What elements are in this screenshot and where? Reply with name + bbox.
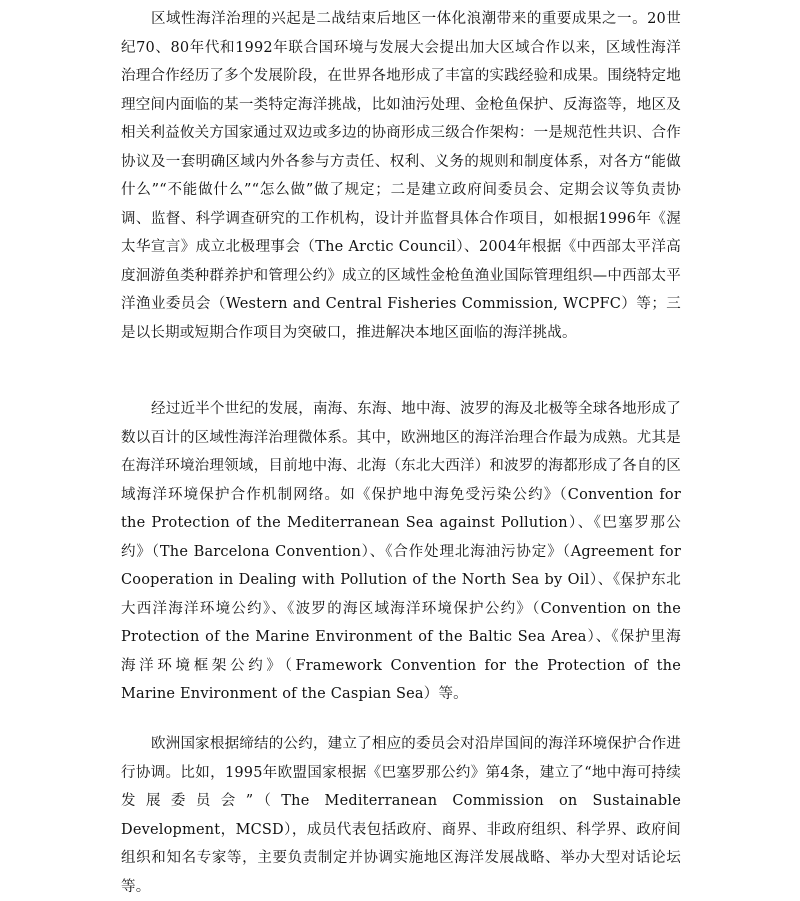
body-paragraph-1: 区域性海洋治理的兴起是二战结束后地区一体化浪潮带来的重要成果之一。20世纪70、80年代和1992年联合国环境与发展大会提出加大区域合作以来，区域性海洋治理合作经历了多个发展阶段，在世界各地形成了丰富的实践经验和成果。围绕特定地理空间内面临的某一类特定海洋挑战，比如油污处理、金枪鱼保护、反海盗等，地区及相关利益攸关方国家通过双边或多边的协商形成三级合作架构：一是规范性共识、合作协议及一套明确区域内外各参与方责任、权利、义务的规则和制度体系，对各方“能做什么”“不能做什么”“怎么做”做了规定；二是建立政府间委员会、定期会议等负责协调、监督、科学调查研究的工作机构，设计并监督具体合作项目，如根据1996年《渥太华宣言》成立北极理事会（The Arctic Council）、2004年根据《中西部太平洋高度洄游鱼类种群养护和管理公约》成立的区域性金枪鱼渔业国际管理组织—中西部太平洋渔业委员会（Western and Central Fisheries Commission, WCPFC）等；三是以长期或短期合作项目为突破口，推进解决本地区面临的海洋挑战。 [121,11,681,341]
body-paragraph-3: 欧洲国家根据缔结的公约，建立了相应的委员会对沿岸国间的海洋环境保护合作进行协调。比如，1995年欧盟国家根据《巴塞罗那公约》第4条，建立了“地中海可持续发展委员会”（The Mediterranean Commission on Sustainable Development，MCSD），成员代表包括政府、商界、非政府组织、科学界、政府间组织和知名专家等，主要负责制定并协调实施地区海洋发展战略、举办大型对话论坛等。 [121,736,681,895]
body-paragraph-2: 经过近半个世纪的发展，南海、东海、地中海、波罗的海及北极等全球各地形成了数以百计的区域性海洋治理微体系。其中，欧洲地区的海洋治理合作最为成熟。尤其是在海洋环境治理领域，目前地中海、北海（东北大西洋）和波罗的海都形成了各自的区域海洋环境保护合作机制网络。如《保护地中海免受污染公约》（Convention for the Protection of the Mediterranean Sea against Pollution）、《巴塞罗那公约》（The Barcelona Convention）、《合作处理北海油污协定》（Agreement for Cooperation in Dealing with Pollution of the North Sea by Oil）、《保护东北大西洋海洋环境公约》、《波罗的海区域海洋环境保护公约》（Convention on the Protection of the Marine Environment of the Baltic Sea Area）、《保护里海海洋环境框架公约》（Framework Convention for the Protection of the Marine Environment of the Caspian Sea）等。 [121,401,681,702]
